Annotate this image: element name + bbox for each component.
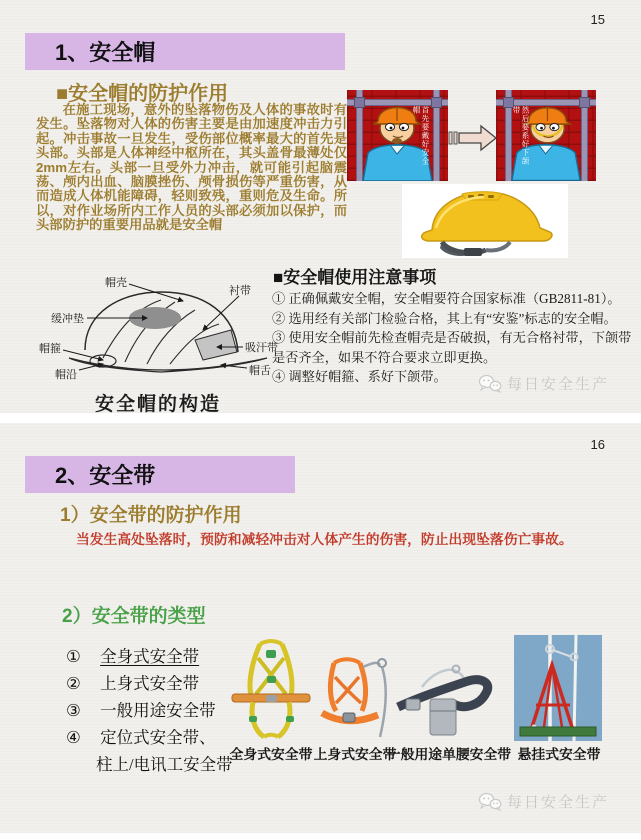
cartoon-worker-chinstrap: [496, 90, 596, 181]
slide-16-safety-belt: [0, 423, 641, 833]
safety-helmet-icon: [402, 184, 568, 258]
item-text: 柱上/电讯工安全带: [96, 755, 233, 774]
right-arrow-icon: [447, 118, 499, 158]
diagram-label-shell: 帽壳: [105, 277, 127, 289]
diagram-label-liner: 衬带: [229, 285, 251, 297]
section-heading-belt-types: 2）安全带的类型: [62, 606, 206, 627]
diagram-caption: 安全帽的构造: [95, 394, 222, 415]
suspended-harness-icon: [514, 635, 602, 741]
cartoon-speech-text: 然后要系好下颌带: [512, 106, 530, 166]
item-text: 上身式安全带: [100, 674, 200, 693]
note-item-2: ② 选用经有关部门检验合格，其上有“安鉴”标志的安全帽。: [272, 310, 617, 326]
item-number: ①: [66, 647, 81, 666]
slide-title: 2、安全带: [55, 463, 156, 488]
page-number: 16: [590, 437, 605, 452]
item-number: ③: [66, 701, 81, 720]
note-item-1: ① 正确佩戴安全帽，安全帽要符合国家标准（GB2811-81）。: [272, 291, 621, 306]
diagram-label-headband: 帽箍: [39, 343, 61, 355]
type-item-4-cont: [96, 751, 233, 775]
note-item-3: ③ 使用安全帽前先检查帽壳是否破损，有无合格衬带，下颌带是否齐全，如果不符合要求立即更换。: [272, 330, 632, 365]
upper-body-harness-icon: [316, 651, 392, 741]
worker-cartoon-icon: [496, 90, 596, 181]
type-item-4: [66, 724, 216, 748]
item-number: ④: [66, 728, 81, 747]
wechat-bubbles-icon: [478, 792, 502, 811]
slide-15-safety-helmet: [0, 0, 641, 413]
item-text: 全身式安全带: [100, 647, 200, 666]
note-item-4: ④ 调整好帽箍、系好下颌带。: [272, 369, 447, 384]
helmet-protection-paragraph: 在施工现场，意外的坠落物伤及人体的事故时有发生。坠落物对人体的伤害主要是由加速度冲击力引起。冲击事故一旦发生，受伤部位概率最大的首先是头部。头部是人体神经中枢所在，其头盖骨最薄处仅2mm左右。头部一旦受外力冲击，就可能引起脑震荡、颅内出血、脑膜挫伤、颅骨损伤等严重伤害，从而造成人体机能障碍，轻则致残，重则危及生命。所以，对作业场所内工作人员的头部必须加以保护，而头部防护的重要用品就是安全帽: [36, 102, 347, 233]
slide-title-banner: [25, 456, 295, 493]
item-text: 一般用途安全带: [100, 701, 216, 720]
type-item-2: [66, 670, 199, 694]
helmet-structure-diagram: [33, 268, 281, 388]
slide-title-banner: [25, 33, 345, 70]
helmet-notes-list: [272, 289, 632, 387]
figure-caption: 一般用途单腰安全带: [386, 747, 512, 762]
item-number: ②: [66, 674, 81, 693]
figure-caption: 悬挂式安全带: [517, 747, 601, 762]
worker-cartoon-icon: [347, 90, 448, 181]
slide-title: 1、安全帽: [55, 40, 156, 65]
watermark: [478, 791, 609, 812]
type-item-1: [66, 643, 199, 667]
watermark-text: 每日安全生产: [507, 376, 610, 393]
waist-belt-icon: [392, 659, 496, 741]
full-body-harness-icon: [224, 638, 318, 741]
watermark-text: 每日安全生产: [507, 794, 610, 811]
watermark: [478, 373, 609, 394]
diagram-label-sweatband: 吸汗带: [245, 342, 278, 354]
belt-protection-text: 当发生高处坠落时，预防和减轻冲击对人体产生的伤害，防止出现坠落伤亡事故。: [76, 532, 573, 547]
page-number: 15: [590, 12, 605, 27]
type-item-3: [66, 697, 216, 721]
diagram-label-peak: 帽舌: [249, 365, 271, 377]
diagram-label-brim: 帽沿: [55, 369, 77, 381]
cartoon-speech-text: 首先要戴好安全帽: [412, 106, 430, 166]
figure-caption: 上身式安全带: [313, 747, 397, 762]
cartoon-worker-wear-helmet: [347, 90, 448, 181]
section-heading-helmet-protection: ■安全帽的防护作用: [56, 83, 229, 105]
section-heading-helmet-notes: ■安全帽使用注意事项: [273, 268, 437, 287]
diagram-label-cushion: 缓冲垫: [51, 313, 84, 325]
section-heading-belt-protection: 1）安全带的防护作用: [60, 505, 242, 526]
yellow-helmet-photo: [402, 184, 568, 258]
item-text: 定位式安全带、: [100, 728, 216, 747]
figure-caption: 全身式安全带: [229, 747, 313, 762]
wechat-bubbles-icon: [478, 374, 502, 393]
